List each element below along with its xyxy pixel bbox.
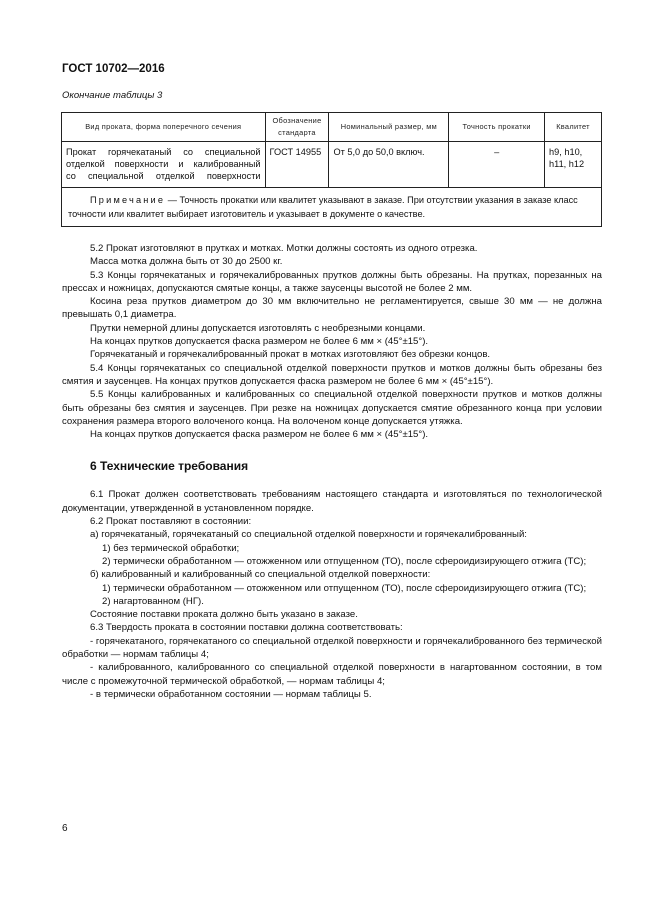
body-text (62, 242, 602, 701)
document-id: ГОСТ 10702—2016 (62, 63, 165, 75)
paragraph: - в термически обработанном состоянии — нормам таблицы 5. (90, 688, 372, 700)
section-title: 6 Технические требования (90, 459, 249, 474)
column-header: Вид проката, форма поперечного сечения (62, 113, 266, 142)
cell-accuracy: – (449, 142, 545, 188)
list-item: 2) термически обработанном — отожженном или отпущенном (ТО), после сфероидизирующего отжига (ТС); (102, 555, 587, 567)
list-item: 2) нагартованном (НГ). (102, 595, 204, 607)
paragraph: 5.2 Прокат изготовляют в прутках и мотках. Мотки должны состоять из одного отрезка. (90, 243, 478, 254)
cell-kind-line: Прокат горячекатаный со специальной (66, 147, 261, 157)
list-item: 1) без термической обработки; (102, 542, 240, 554)
paragraph: 5.3 Концы горячекатаных и горячекалиброванных прутков должны быть обрезаны. На прутках, порезанных на прессах и ножницах, допускаются смятые концы, а также заусенцы высотой не более 2 мм. (62, 269, 602, 294)
paragraph: 6.2 Прокат поставляют в состоянии: (90, 516, 252, 528)
paragraph: Горячекатаный и горячекалиброванный прокат в мотках изготовляют без обрезки концов. (90, 349, 491, 361)
paragraph: Состояние поставки проката должно быть указано в заказе. (90, 609, 358, 621)
paragraph: 6.1 Прокат должен соответствовать требованиям настоящего стандарта и изготовляться по технологической документации, утвержденной в установленном порядке. (62, 489, 602, 514)
paragraph: Прутки немерной длины допускается изготовлять с необрезными концами. (90, 322, 426, 334)
paragraph: На концах прутков допускается фаска размером не более 6 мм × (45°±15°). (90, 336, 429, 348)
table-header-row (62, 113, 602, 142)
cell-kind-line: со специальной отделкой поверхности (66, 171, 261, 181)
paragraph: 5.4 Концы горячекатаных со специальной отделкой поверхности прутков и мотков должны быть обрезаны без смятия и заусенцев. На концах прутков допускается фаска размером не более 6 мм × (45°±15°). (62, 362, 602, 387)
cell-kind (62, 142, 266, 188)
paragraph: На концах прутков допускается фаска размером не более 6 мм × (45°±15°). (90, 429, 429, 441)
paragraph: Косина реза прутков диаметром до 30 мм включительно не регламентируется, свыше 30 мм — не должна превышать 0,1 диаметра. (62, 296, 602, 321)
note-label: Примечание (90, 195, 166, 205)
cell-size: От 5,0 до 50,0 включ. (329, 142, 449, 188)
cell-kind-line: отделкой поверхности и калиброванный (66, 159, 261, 169)
paragraph: а) горячекатаный, горячекатаный со специальной отделкой поверхности и горячекалиброванный: (90, 529, 527, 541)
column-header: Номинальный размер, мм (329, 113, 449, 142)
column-header: Точность прокатки (449, 113, 545, 142)
table-note-row (62, 188, 602, 227)
paragraph: б) калиброванный и калиброванный со специальной отделкой поверхности: (90, 569, 431, 581)
paragraph: - горячекатаного, горячекатаного со специальной отделкой поверхности и горячекалиброванного без термической обработки — нормам таблицы 4; (62, 635, 602, 661)
cell-quality-line: h11, h12 (549, 159, 585, 169)
column-header: Квалитет (545, 113, 602, 142)
spec-table (61, 112, 602, 227)
list-item: 1) термически обработанном — отожженном или отпущенном (ТО), после сфероидизирующего отжига (ТС); (102, 582, 587, 594)
cell-standard: ГОСТ 14955 (265, 142, 329, 188)
paragraph: 5.5 Концы калиброванных и калиброванных со специальной отделкой поверхности прутков и мотков должны быть обрезаны без смятия и заусенцев. При резке на ножницах допускается смятие обрезанного конца при условии сохранения размера второго волоченого конца. На волоченом конце допускается утяжка. (62, 389, 602, 427)
paragraph: 6.3 Твердость проката в состоянии поставки должна соответствовать: (90, 622, 403, 634)
paragraph: - калиброванного, калиброванного со специальной отделкой поверхности в нагартованном состоянии, в том числе с промежуточной термической обработкой, — нормам таблицы 4; (62, 662, 602, 687)
table-row (62, 142, 602, 188)
cell-quality (545, 142, 602, 188)
table-note (62, 188, 602, 227)
column-header: Обозначение стандарта (265, 113, 329, 142)
paragraph: Масса мотка должна быть от 30 до 2500 кг. (90, 256, 283, 268)
note-text: — Точность прокатки или квалитет указывают в заказе. При отсутствии указания в заказе класс точности или квалитет выбирает изготовитель и указывает в документе о качестве. (68, 195, 578, 219)
table-caption: Окончание таблицы 3 (62, 90, 163, 101)
page-number: 6 (62, 823, 68, 834)
cell-quality-line: h9, h10, (549, 147, 583, 157)
